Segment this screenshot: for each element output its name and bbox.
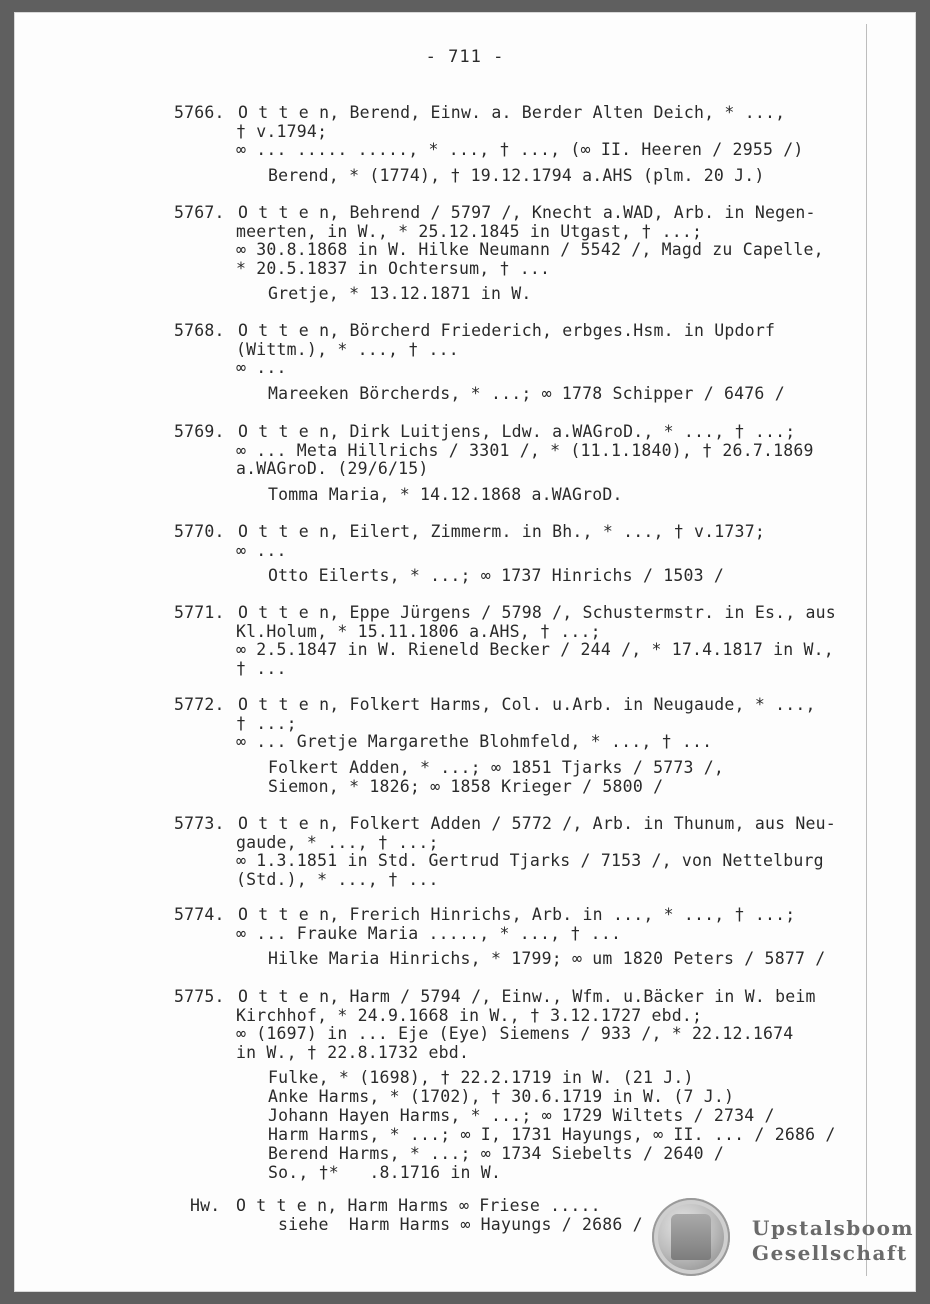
entry-number: 5774. xyxy=(174,905,225,924)
entry-line: O t t e n, Börcherd Friederich, erbges.Hsm. in Updorf xyxy=(238,321,776,340)
entry-line: a.WAGroD. (29/6/15) xyxy=(236,459,429,478)
entry-line: Kl.Holum, * 15.11.1806 a.AHS, † ...; xyxy=(236,621,601,641)
cross-reference-line: siehe Harm Harms ∞ Hayungs / 2686 / xyxy=(278,1214,643,1234)
cross-reference-line: O t t e n, Harm Harms ∞ Friese ..... xyxy=(236,1196,601,1215)
logo-text xyxy=(752,1216,915,1266)
entry-line: ∞ ... xyxy=(236,540,287,560)
entry-line: † v.1794; xyxy=(236,121,328,141)
child-line: Harm Harms, * ...; ∞ I, 1731 Hayungs, ∞ II. ... / 2686 / xyxy=(268,1125,836,1144)
child-line: Mareeken Börcherds, * ...; ∞ 1778 Schipper / 6476 / xyxy=(268,383,785,403)
entry-5773 xyxy=(174,815,854,889)
child-line: Berend, * (1774), † 19.12.1794 a.AHS (plm. 20 J.) xyxy=(268,165,765,185)
entry-number: 5769. xyxy=(174,422,225,441)
entry-5772 xyxy=(174,696,854,797)
entry-line: (Std.), * ..., † ... xyxy=(236,869,439,889)
entry-line: ∞ 2.5.1847 in W. Rieneld Becker / 244 /, * 17.4.1817 in W., xyxy=(236,640,834,659)
entry-line: O t t e n, Frerich Hinrichs, Arb. in ..., * ..., † ...; xyxy=(238,905,796,924)
entry-line: ∞ ... Gretje Margarethe Blohmfeld, * ..., † ... xyxy=(236,732,713,751)
seal-logo-icon xyxy=(652,1198,736,1282)
child-line: Folkert Adden, * ...; ∞ 1851 Tjarks / 5773 /, xyxy=(268,757,725,777)
entry-line: O t t e n, Eilert, Zimmerm. in Bh., * ..., † v.1737; xyxy=(238,522,765,541)
entry-5770 xyxy=(174,523,854,586)
entry-5768 xyxy=(174,322,854,404)
entry-number: 5767. xyxy=(174,203,225,222)
entry-line: Kirchhof, * 24.9.1668 in W., † 3.12.1727 ebd.; xyxy=(236,1005,703,1025)
logo-line: Upstalsboom xyxy=(752,1216,915,1240)
entry-line: ∞ 1.3.1851 in Std. Gertrud Tjarks / 7153 /, von Nettelburg xyxy=(236,851,824,870)
entry-line: O t t e n, Harm / 5794 /, Einw., Wfm. u.Bäcker in W. beim xyxy=(238,987,816,1006)
entry-line: (Wittm.), * ..., † ... xyxy=(236,339,459,359)
child-line: Hilke Maria Hinrichs, * 1799; ∞ um 1820 Peters / 5877 / xyxy=(268,949,826,968)
entry-line: meerten, in W., * 25.12.1845 in Utgast, † ...; xyxy=(236,221,703,241)
entry-line: O t t e n, Berend, Einw. a. Berder Alten Deich, * ..., xyxy=(238,103,786,122)
entry-line: ∞ ... Meta Hillrichs / 3301 /, * (11.1.1840), † 26.7.1869 xyxy=(236,440,814,460)
entry-line: ∞ 30.8.1868 in W. Hilke Neumann / 5542 /, Magd zu Capelle, xyxy=(236,240,824,259)
page-edge-line xyxy=(866,24,867,1276)
entry-5766 xyxy=(174,104,854,186)
entry-line: O t t e n, Eppe Jürgens / 5798 /, Schustermstr. in Es., aus xyxy=(238,603,836,622)
entry-line: ∞ (1697) in ... Eje (Eye) Siemens / 933 /, * 22.12.1674 xyxy=(236,1024,794,1043)
entry-5775 xyxy=(174,988,854,1183)
entry-number: 5770. xyxy=(174,522,225,541)
entry-5769 xyxy=(174,423,854,505)
entry-line: * 20.5.1837 in Ochtersum, † ... xyxy=(236,258,551,278)
entry-5767 xyxy=(174,204,854,304)
entry-line: ∞ ... Frauke Maria ....., * ..., † ... xyxy=(236,923,622,943)
child-line: Gretje, * 13.12.1871 in W. xyxy=(268,284,532,303)
page-number: - 711 - xyxy=(425,47,505,67)
entry-number: 5768. xyxy=(174,321,225,340)
child-line: Siemon, * 1826; ∞ 1858 Krieger / 5800 / xyxy=(268,776,664,796)
child-line: Johann Hayen Harms, * ...; ∞ 1729 Wiltets / 2734 / xyxy=(268,1106,775,1125)
child-line: Berend Harms, * ...; ∞ 1734 Siebelts / 2640 / xyxy=(268,1144,725,1163)
entry-number: 5766. xyxy=(174,103,225,122)
child-line: Otto Eilerts, * ...; ∞ 1737 Hinrichs / 1503 / xyxy=(268,566,725,585)
entry-number: 5773. xyxy=(174,814,225,833)
entry-line: ∞ ... xyxy=(236,358,287,377)
child-line: Anke Harms, * (1702), † 30.6.1719 in W. (7 J.) xyxy=(268,1087,735,1106)
entry-line: gaude, * ..., † ...; xyxy=(236,832,439,852)
logo-line: Gesellschaft xyxy=(752,1241,908,1265)
entry-line: † ... xyxy=(236,658,287,678)
entry-line: O t t e n, Behrend / 5797 /, Knecht a.WAD, Arb. in Negen- xyxy=(238,203,816,222)
entry-line: O t t e n, Folkert Adden / 5772 /, Arb. in Thunum, aus Neu- xyxy=(238,814,836,833)
entry-line: † ...; xyxy=(236,713,297,733)
child-line: Fulke, * (1698), † 22.2.1719 in W. (21 J.) xyxy=(268,1068,694,1087)
child-line: Tomma Maria, * 14.12.1868 a.WAGroD. xyxy=(268,484,623,504)
entry-5774 xyxy=(174,906,854,969)
entry-number: 5771. xyxy=(174,603,225,622)
entry-line: O t t e n, Dirk Luitjens, Ldw. a.WAGroD., * ..., † ...; xyxy=(238,422,796,441)
entry-number: 5775. xyxy=(174,987,225,1006)
child-line: So., †* .8.1716 in W. xyxy=(268,1163,502,1182)
entry-line: O t t e n, Folkert Harms, Col. u.Arb. in Neugaude, * ..., xyxy=(238,695,816,714)
cross-reference-label: Hw. xyxy=(190,1196,221,1215)
entry-5771 xyxy=(174,604,854,678)
entry-number: 5772. xyxy=(174,695,225,714)
entry-line: in W., † 22.8.1732 ebd. xyxy=(236,1042,470,1062)
entry-line: ∞ ... ..... ....., * ..., † ..., (∞ II. Heeren / 2955 /) xyxy=(236,140,804,159)
